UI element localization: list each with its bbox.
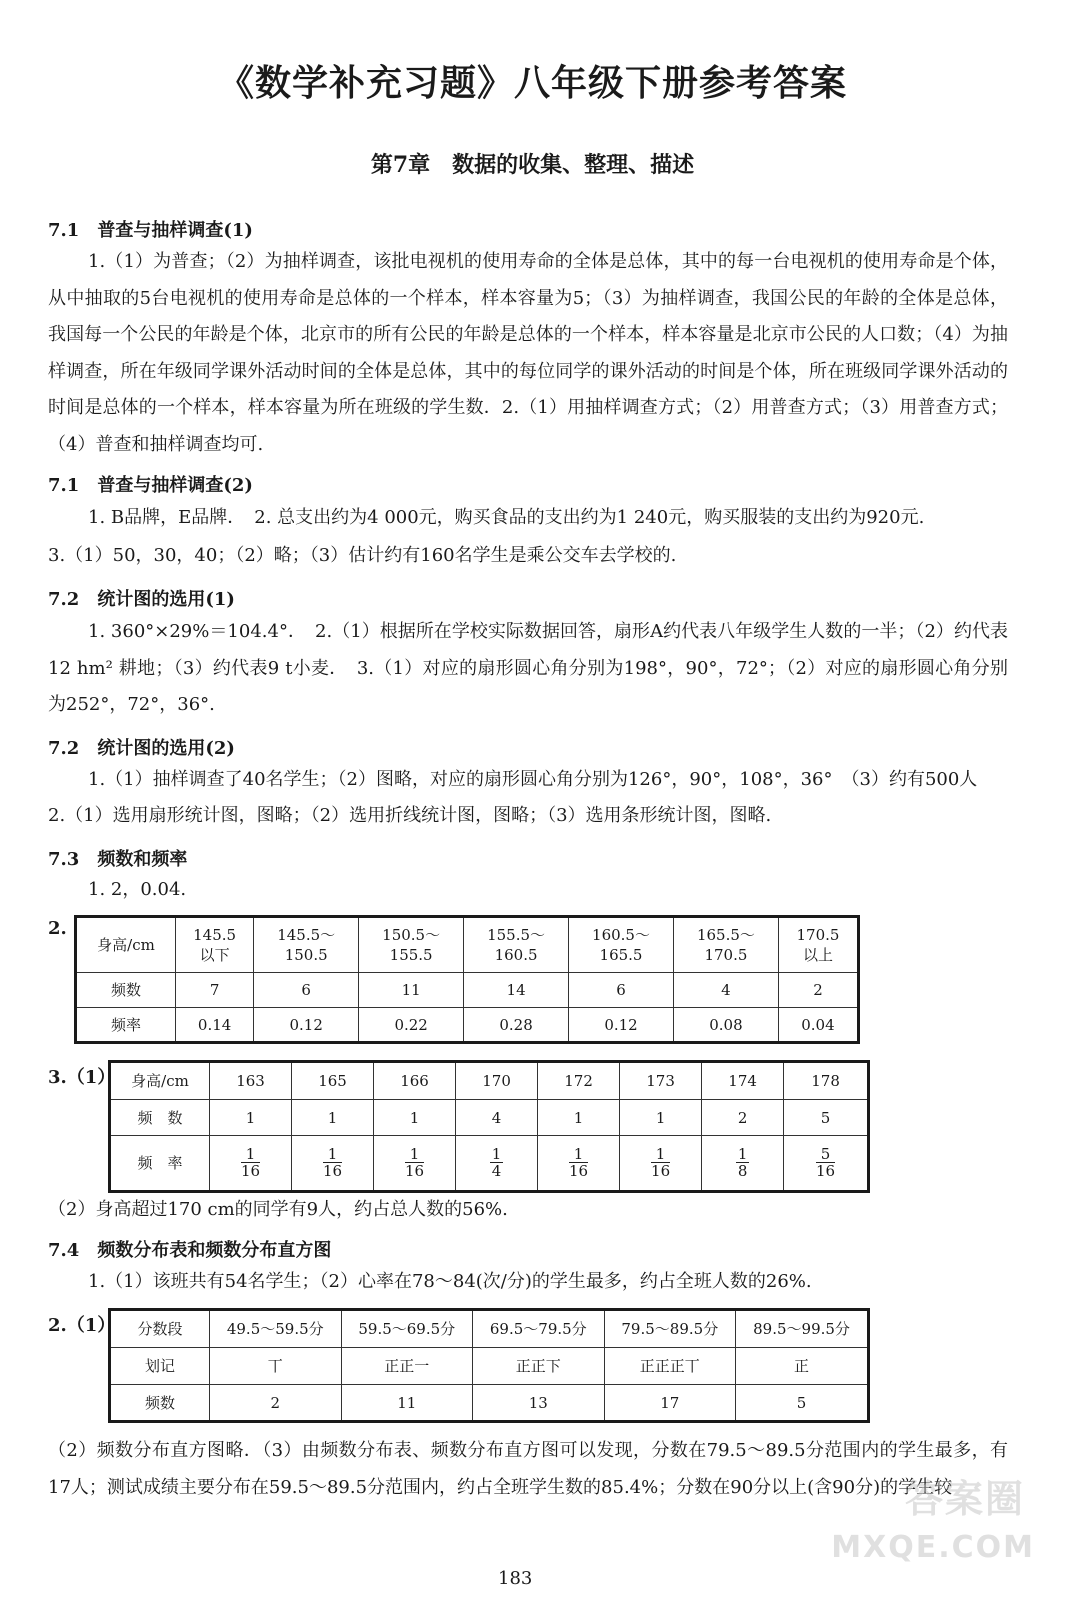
table-cell: 4: [456, 1100, 538, 1136]
section-line: 1.（1）抽样调查了40名学生；（2）图略，对应的扇形圆心角分别为126°，90°，108°，36° （3）约有500人: [88, 769, 978, 790]
height-fraction-table: [108, 1060, 870, 1193]
section-line: 1. B品牌，E品牌． 2. 总支出约为4 000元，购买食品的支出约为1 240元，购买服装的支出约为920元.: [88, 507, 925, 528]
table-header-cell: 165.5～ 170.5: [673, 917, 778, 973]
table-header-cell: 166: [374, 1062, 456, 1100]
table-cell: 6: [254, 973, 359, 1008]
table-cell: 1: [538, 1100, 620, 1136]
numerator: 1: [323, 1146, 342, 1163]
table-header-cell: 身高/cm: [110, 1062, 210, 1100]
table-cell: 13: [473, 1385, 605, 1422]
score-distribution-table: [108, 1308, 870, 1423]
section-heading: 7.1 普查与抽样调查(1): [48, 220, 253, 241]
table-cell: 0.14: [176, 1008, 254, 1043]
numerator: 1: [241, 1146, 260, 1163]
denominator: 8: [737, 1161, 748, 1180]
table-cell: 7: [176, 973, 254, 1008]
page-title: 《数学补充习题》八年级下册参考答案: [217, 62, 847, 104]
table-cell: 丅: [210, 1348, 342, 1385]
table-header-cell: 49.5～59.5分: [210, 1310, 342, 1348]
table-header-cell: 145.5～ 150.5: [254, 917, 359, 973]
fraction-cell: [374, 1136, 456, 1192]
table-header-cell: 173: [620, 1062, 702, 1100]
section-line: 1.（1）该班共有54名学生；（2）心率在78～84(次/分)的学生最多，约占全班人数的26%.: [88, 1271, 812, 1292]
section-line: 1. 2，0.04.: [88, 879, 187, 900]
table-header-cell: 分数段: [110, 1310, 210, 1348]
table-header-cell: 165: [292, 1062, 374, 1100]
table-cell: 5: [736, 1385, 869, 1422]
table-cell: 0.12: [254, 1008, 359, 1043]
section-heading: 7.4 频数分布表和频数分布直方图: [48, 1240, 332, 1261]
chapter-heading: 第7章 数据的收集、整理、描述: [370, 152, 695, 178]
table-cell: 频率: [76, 1008, 176, 1043]
fraction: [323, 1146, 342, 1179]
table-cell: 2: [210, 1385, 342, 1422]
table-header-cell: 145.5 以下: [176, 917, 254, 973]
table1-label: 2.: [48, 918, 67, 939]
section-heading: 7.2 统计图的选用(1): [48, 589, 235, 610]
table-cell: 2: [778, 973, 858, 1008]
fraction-cell: [620, 1136, 702, 1192]
fraction-cell: [456, 1136, 538, 1192]
table-cell: 6: [569, 973, 674, 1008]
table-cell: 4: [673, 973, 778, 1008]
fraction-cell: [702, 1136, 784, 1192]
table-cell: 正正正丅: [604, 1348, 736, 1385]
denominator: 4: [491, 1161, 502, 1180]
fraction-cell: [784, 1136, 869, 1192]
table-cell: 划记: [110, 1348, 210, 1385]
denominator: 16: [651, 1161, 671, 1180]
table-cell: 11: [341, 1385, 473, 1422]
section-text: 1. 360°×29%＝104.4°． 2.（1）根据所在学校实际数据回答，扇形A约代表八年级学生人数的一半；（2）约代表12 hm² 耕地；（3）约代表9 t小麦． 3.（1）对应的扇形圆心角分别为198°，90°，72°；（2）对应的扇形圆心角分别为252°，72°，36°.: [48, 621, 1008, 715]
fraction: [405, 1146, 424, 1179]
section-heading: 7.2 统计图的选用(2): [48, 738, 235, 759]
table-header-cell: 69.5～79.5分: [473, 1310, 605, 1348]
fraction: [651, 1146, 670, 1179]
section-line: 3.（1）50，30，40；（2）略；（3）估计约有160名学生是乘公交车去学校的.: [48, 545, 677, 566]
numerator: 1: [405, 1146, 424, 1163]
table-cell: 0.22: [359, 1008, 464, 1043]
table-cell: 0.08: [673, 1008, 778, 1043]
table-cell: 频数: [76, 973, 176, 1008]
table-header-cell: 163: [210, 1062, 292, 1100]
denominator: 16: [404, 1161, 425, 1180]
table-cell: 正: [736, 1348, 869, 1385]
numerator: 1: [651, 1146, 670, 1163]
table-cell: 1: [210, 1100, 292, 1136]
table-cell: 正正一: [341, 1348, 473, 1385]
fraction: [816, 1146, 835, 1179]
denominator: 16: [816, 1161, 836, 1180]
table-header-cell: 59.5～69.5分: [341, 1310, 473, 1348]
table-header-cell: 172: [538, 1062, 620, 1100]
table-cell: 0.12: [569, 1008, 674, 1043]
table-header-cell: 170.5 以上: [778, 917, 858, 973]
table-header-cell: 178: [784, 1062, 869, 1100]
fraction: [736, 1146, 750, 1179]
numerator: 1: [569, 1146, 588, 1163]
table-cell: 频 率: [110, 1136, 210, 1192]
table-cell: 1: [620, 1100, 702, 1136]
table-cell: 0.28: [464, 1008, 569, 1043]
fraction-cell: [292, 1136, 374, 1192]
fraction-cell: [538, 1136, 620, 1192]
numerator: 1: [491, 1144, 502, 1163]
table-header-cell: 160.5～ 165.5: [569, 917, 674, 973]
table-cell: 1: [292, 1100, 374, 1136]
table-header-cell: 身高/cm: [76, 917, 176, 973]
table-cell: 0.04: [778, 1008, 858, 1043]
table-cell: 1: [374, 1100, 456, 1136]
table-header-cell: 79.5～89.5分: [604, 1310, 736, 1348]
numerator: 5: [816, 1146, 835, 1163]
fraction: [569, 1146, 588, 1179]
section-heading: 7.1 普查与抽样调查(2): [48, 475, 253, 496]
final-text: （2）频数分布直方图略．（3）由频数分布表、频数分布直方图可以发现，分数在79.5～89.5分范围内的学生最多，有17人；测试成绩主要分布在59.5～89.5分范围内，约占全班学生数的85.4%；分数在90分以上(含90分)的学生较: [48, 1440, 1008, 1498]
table-cell: 17: [604, 1385, 736, 1422]
table-cell: 11: [359, 973, 464, 1008]
table-header-cell: 174: [702, 1062, 784, 1100]
table2-label: 3.（1）: [48, 1067, 116, 1088]
table-cell: 14: [464, 973, 569, 1008]
denominator: 16: [569, 1161, 589, 1180]
denominator: 16: [240, 1161, 261, 1180]
table-header-cell: 89.5～99.5分: [736, 1310, 869, 1348]
table-cell: 正正下: [473, 1348, 605, 1385]
section-line: 2.（1）选用扇形统计图，图略；（2）选用折线统计图，图略；（3）选用条形统计图，图略.: [48, 805, 772, 826]
table-cell: 5: [784, 1100, 869, 1136]
section-text: 1.（1）为普查；（2）为抽样调查，该批电视机的使用寿命的全体是总体，其中的每一台电视机的使用寿命是个体，从中抽取的5台电视机的使用寿命是总体的一个样本，样本容量为5；（3）为抽样调查，我国公民的年龄的全体是总体，我国每一个公民的年龄是个体，北京市的所有公民的年龄是总体的一个样本，样本容量是北京市公民的人口数；（4）为抽样调查，所在年级同学课外活动时间的全体是总体，其中的每位同学的课外活动的时间是个体，所在班级同学课外活动的时间是总体的一个样本，样本容量为所在班级的学生数．2.（1）用抽样调查方式；（2）用普查方式；（3）用普查方式；（4）普查和抽样调查均可.: [48, 251, 1008, 455]
fraction: [490, 1146, 504, 1179]
denominator: 16: [322, 1161, 343, 1180]
numerator: 1: [737, 1144, 748, 1163]
table-cell: 频数: [110, 1385, 210, 1422]
table3-label: 2.（1）: [48, 1315, 116, 1336]
table-header-cell: 155.5～ 160.5: [464, 917, 569, 973]
height-frequency-table: [74, 915, 860, 1044]
table-header-cell: 150.5～ 155.5: [359, 917, 464, 973]
table-cell: 2: [702, 1100, 784, 1136]
table-cell: 频 数: [110, 1100, 210, 1136]
table-header-cell: 170: [456, 1062, 538, 1100]
section-heading: 7.3 频数和频率: [48, 849, 188, 870]
watermark-url: MXQE.COM: [831, 1530, 1035, 1565]
table2-note: （2）身高超过170 cm的同学有9人，约占总人数的56%.: [48, 1199, 508, 1220]
watermark-logo: 答案圈: [904, 1477, 1025, 1521]
fraction-cell: [210, 1136, 292, 1192]
fraction: [241, 1146, 260, 1179]
page-number: 183: [498, 1568, 533, 1589]
